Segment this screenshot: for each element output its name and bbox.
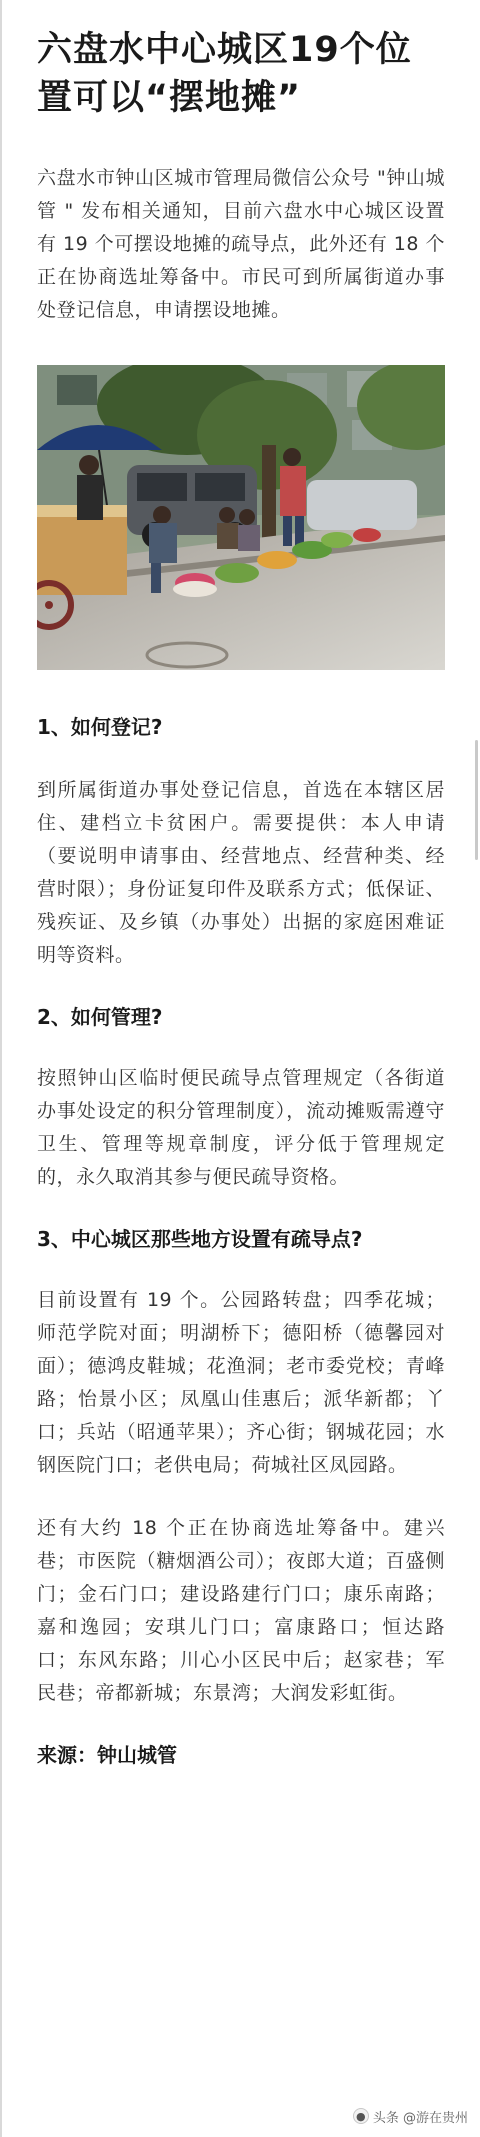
watermark-text: 头条 @游在贵州	[372, 2110, 468, 2126]
section-2-body: 按照钟山区临时便民疏导点管理规定（各街道办事处设定的积分管理制度），流动摊贩需遵守卫生、管理等规章制度，评分低于管理规定的，永久取消其参与便民疏导资格。	[37, 1067, 445, 1188]
watermark	[353, 2105, 468, 2127]
section-1-heading: 1、如何登记?	[37, 715, 163, 739]
article	[37, 0, 445, 1770]
section-2-heading: 2、如何管理?	[37, 1005, 163, 1029]
article-title: 六盘水中心城区19个位置可以“摆地摊”	[37, 30, 412, 118]
source-credit: 来源：钟山城管	[37, 1743, 177, 1767]
toutiao-logo-icon: ●	[353, 2108, 369, 2124]
section-3-body: 目前设置有 19 个。公园路转盘；四季花城；师范学院对面；明湖桥下；德阳桥（德馨园对面）；德鸿皮鞋城；花渔洞；老市委党校；青峰路；怡景小区；凤凰山佳惠后；派华新都；丫口；兵站（昭通苹果）；齐心街；钢城花园；水钢医院门口；老供电局；荷城社区凤园路。	[37, 1289, 445, 1476]
section-3-heading: 3、中心城区那些地方设置有疏导点?	[37, 1227, 363, 1251]
left-border	[0, 0, 2, 2137]
extra-locations-paragraph: 还有大约 18 个正在协商选址筹备中。建兴巷；市医院（糖烟酒公司）；夜郎大道；百盛侧门；金石门口；建设路建行门口；康乐南路；嘉和逸园；安琪儿门口；富康路口；恒达路口；东风东路；川心小区民中后；赵家巷；军民巷；帝都新城；东景湾；大润发彩虹街。	[37, 1517, 445, 1704]
street-vendors-photo	[37, 365, 445, 670]
section-1-body: 到所属街道办事处登记信息，首选在本辖区居住、建档立卡贫困户。需要提供：本人申请（要说明申请事由、经营地点、经营种类、经营时限）；身份证复印件及联系方式；低保证、残疾证、及乡镇（办事处）出据的家庭困难证明等资料。	[37, 779, 445, 966]
scrollbar-thumb[interactable]	[475, 740, 478, 860]
intro-paragraph: 六盘水市钟山区城市管理局微信公众号 "钟山城管 " 发布相关通知，目前六盘水中心城区设置有 19 个可摆设地摊的疏导点，此外还有 18 个正在协商选址筹备中。市民可到所属街道办事处登记信息，申请摆设地摊。	[37, 167, 446, 321]
